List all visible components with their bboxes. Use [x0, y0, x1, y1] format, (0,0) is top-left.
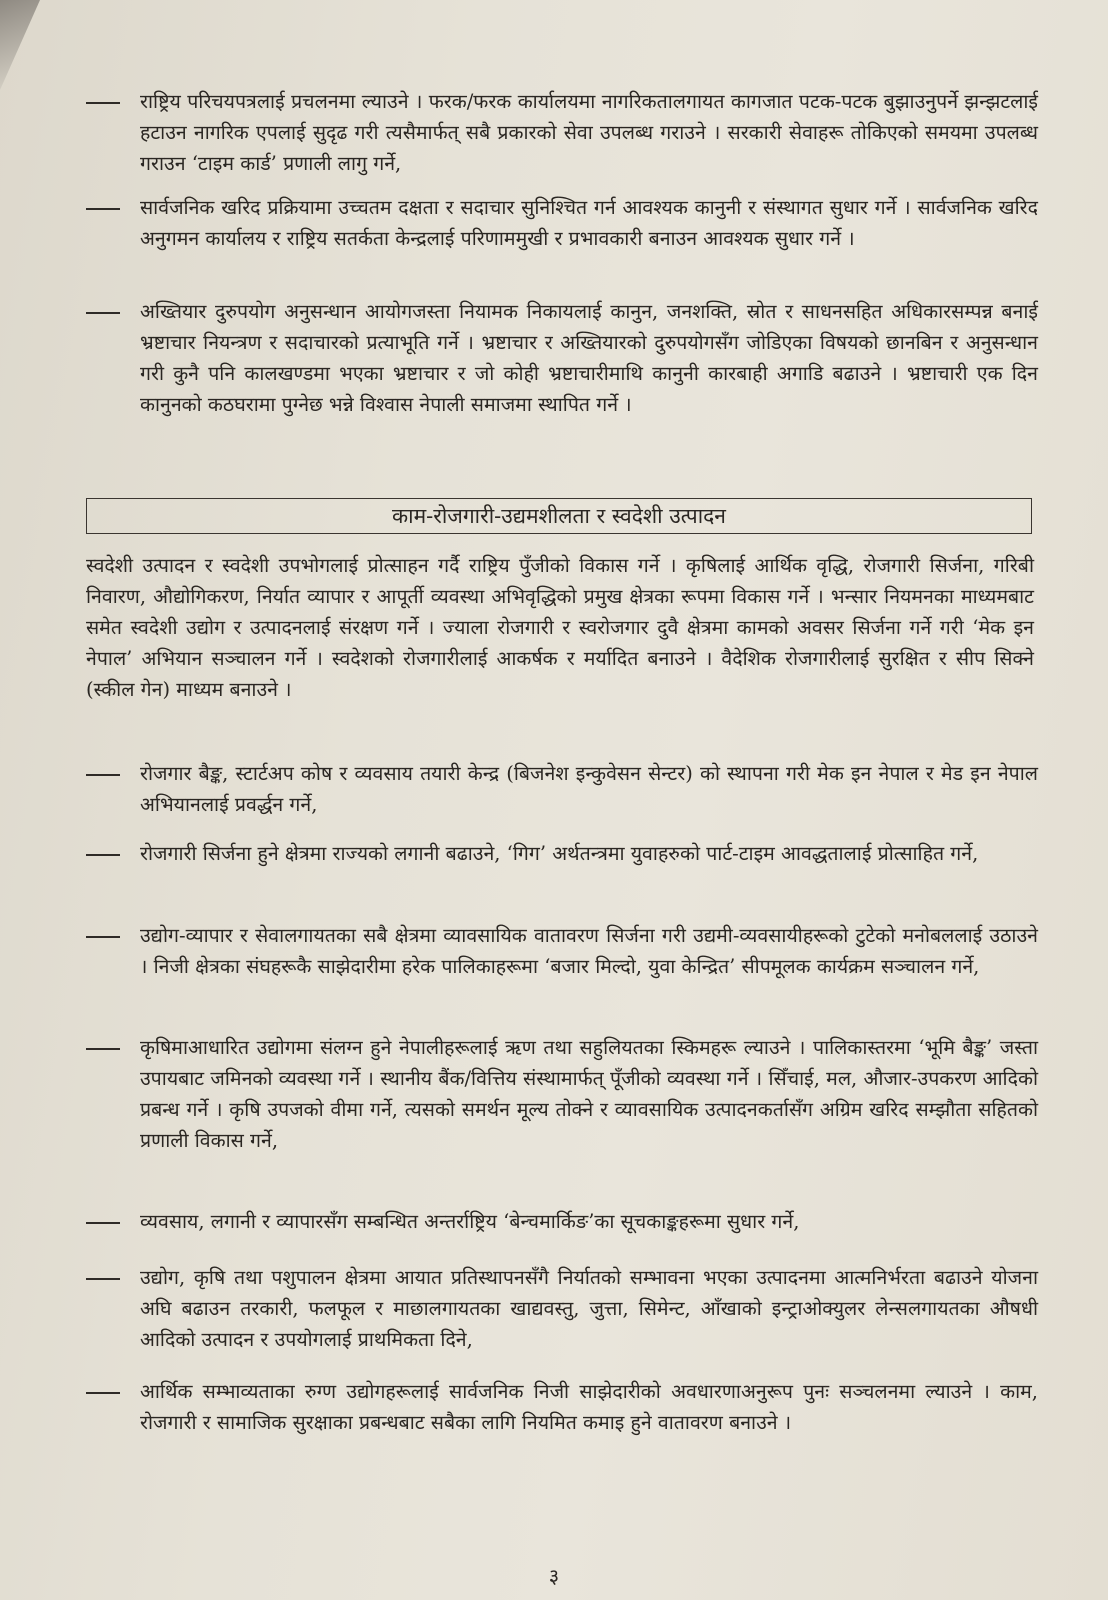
dash-marker-icon [86, 296, 126, 327]
top-bullet-item [0, 192, 1108, 254]
bullet-text: उद्योग-व्यापार र सेवालगायतका सबै क्षेत्रमा व्यावसायिक वातावरण सिर्जना गरी उद्यमी-व्यवसायीहरूको टुटेको मनोबललाई उठाउने । निजी क्षेत्रका संघहरूकै साझेदारीमा हरेक पालिकाहरूमा ‘बजार मिल्दो, युवा केन्द्रित’ सीपमूलक कार्यक्रम सञ्चालन गर्ने, [140, 924, 1038, 978]
section-heading: काम-रोजगारी-उद्यमशीलता र स्वदेशी उत्पादन [86, 498, 1032, 534]
section-bullet-item [0, 838, 1108, 869]
top-bullet-item [0, 296, 1108, 420]
bullet-text: कृषिमाआधारित उद्योगमा संलग्न हुने नेपालीहरूलाई ऋण तथा सहुलियतका स्किमहरू ल्याउने । पालिकास्तरमा ‘भूमि बैङ्क’ जस्ता उपायबाट जमिनको व्यवस्था गर्ने । स्थानीय बैंक/वित्तिय संस्थामार्फत् पूँजीको व्यवस्था गर्ने । सिँचाई, मल, औजार-उपकरण आदिको प्रबन्ध गर्ने । कृषि उपजको वीमा गर्ने, त्यसको समर्थन मूल्य तोक्ने र व्यावसायिक उत्पादनकर्तासँग अग्रिम खरिद सम्झौता सहितको प्रणाली विकास गर्ने, [140, 1036, 1038, 1152]
dash-marker-icon [86, 838, 126, 869]
section-bullet-item [0, 1206, 1108, 1237]
page-corner-fold [0, 0, 40, 90]
dash-marker-icon [86, 86, 126, 117]
dash-marker-icon [86, 1262, 126, 1293]
section-bullet-item [0, 758, 1108, 820]
page-number: ३ [548, 1564, 560, 1588]
bullet-text: रोजगार बैङ्क, स्टार्टअप कोष र व्यवसाय तयारी केन्द्र (बिजनेश इन्कुवेसन सेन्टर) को स्थापना गरी मेक इन नेपाल र मेड इन नेपाल अभियानलाई प्रवर्द्धन गर्ने, [140, 762, 1038, 816]
bullet-text: सार्वजनिक खरिद प्रक्रियामा उच्चतम दक्षता र सदाचार सुनिश्चित गर्न आवश्यक कानुनी र संस्थागत सुधार गर्ने । सार्वजनिक खरिद अनुगमन कार्यालय र राष्ट्रिय सतर्कता केन्द्रलाई परिणाममुखी र प्रभावकारी बनाउन आवश्यक सुधार गर्ने । [140, 196, 1038, 250]
section-bullet-item [0, 1032, 1108, 1156]
bullet-text: रोजगारी सिर्जना हुने क्षेत्रमा राज्यको लगानी बढाउने, ‘गिग’ अर्थतन्त्रमा युवाहरुको पार्ट-टाइम आवद्धतालाई प्रोत्साहित गर्ने, [140, 842, 979, 865]
bullet-text: उद्योग, कृषि तथा पशुपालन क्षेत्रमा आयात प्रतिस्थापनसँगै निर्यातको सम्भावना भएका उत्पादनमा आत्मनिर्भरता बढाउने योजना अघि बढाउन तरकारी, फलफूल र माछालगायतका खाद्यवस्तु, जुत्ता, सिमेन्ट, आँखाको इन्ट्राओक्युलर लेन्सलगायतका औषधी आदिको उत्पादन र उपयोगलाई प्राथमिकता दिने, [140, 1266, 1038, 1351]
dash-marker-icon [86, 192, 126, 223]
top-bullet-item [0, 86, 1108, 179]
dash-marker-icon [86, 920, 126, 951]
section-intro-paragraph: स्वदेशी उत्पादन र स्वदेशी उपभोगलाई प्रोत्साहन गर्दै राष्ट्रिय पुँजीको विकास गर्ने । कृषिलाई आर्थिक वृद्धि, रोजगारी सिर्जना, गरिबी निवारण, औद्योगिकरण, निर्यात व्यापार र आपूर्ती व्यवस्था अभिवृद्धिको प्रमुख क्षेत्रका रूपमा विकास गर्ने । भन्सार नियमनका माध्यमबाट समेत स्वदेशी उद्योग र उत्पादनलाई संरक्षण गर्ने । ज्याला रोजगारी र स्वरोजगार दुवै क्षेत्रमा कामको अवसर सिर्जना गर्ने गरी ‘मेक इन नेपाल’ अभियान सञ्चालन गर्ने । स्वदेशको रोजगारीलाई आकर्षक र मर्यादित बनाउने । वैदेशिक रोजगारीलाई सुरक्षित र सीप सिक्ने (स्कील गेन) माध्यम बनाउने । [86, 554, 1034, 701]
bullet-text: व्यवसाय, लगानी र व्यापारसँग सम्बन्धित अन्तर्राष्ट्रिय ‘बेन्चमार्किङ’का सूचकाङ्कहरूमा सुधार गर्ने, [140, 1210, 800, 1233]
dash-marker-icon [86, 758, 126, 789]
bullet-text: राष्ट्रिय परिचयपत्रलाई प्रचलनमा ल्याउने । फरक/फरक कार्यालयमा नागरिकतालगायत कागजात पटक-पटक बुझाउनुपर्ने झन्झटलाई हटाउन नागरिक एपलाई सुदृढ गरी त्यसैमार्फत् सबै प्रकारको सेवा उपलब्ध गराउने । सरकारी सेवाहरू तोकिएको समयमा उपलब्ध गराउन ‘टाइम कार्ड’ प्रणाली लागु गर्ने, [140, 90, 1038, 175]
dash-marker-icon [86, 1206, 126, 1237]
bullet-text: अख्तियार दुरुपयोग अनुसन्धान आयोगजस्ता नियामक निकायलाई कानुन, जनशक्ति, स्रोत र साधनसहित अधिकारसम्पन्न बनाई भ्रष्टाचार नियन्त्रण र सदाचारको प्रत्याभूति गर्ने । भ्रष्टाचार र अख्तियारको दुरुपयोगसँग जोडिएका विषयको छानबिन र अनुसन्धान गरी कुनै पनि कालखण्डमा भएका भ्रष्टाचार र जो कोही भ्रष्टाचारीमाथि कानुनी कारबाही अगाडि बढाउने । भ्रष्टाचारी एक दिन कानुनको कठघरामा पुग्नेछ भन्ने विश्वास नेपाली समाजमा स्थापित गर्ने । [140, 300, 1038, 416]
dash-marker-icon [86, 1032, 126, 1063]
section-bullet-item [0, 920, 1108, 982]
bullet-text: आर्थिक सम्भाव्यताका रुग्ण उद्योगहरूलाई सार्वजनिक निजी साझेदारीको अवधारणाअनुरूप पुनः सञ्चलनमा ल्याउने । काम, रोजगारी र सामाजिक सुरक्षाका प्रबन्धबाट सबैका लागि नियमित कमाइ हुने वातावरण बनाउने । [140, 1380, 1038, 1434]
section-bullet-item [0, 1262, 1108, 1355]
dash-marker-icon [86, 1376, 126, 1407]
section-bullet-item [0, 1376, 1108, 1438]
